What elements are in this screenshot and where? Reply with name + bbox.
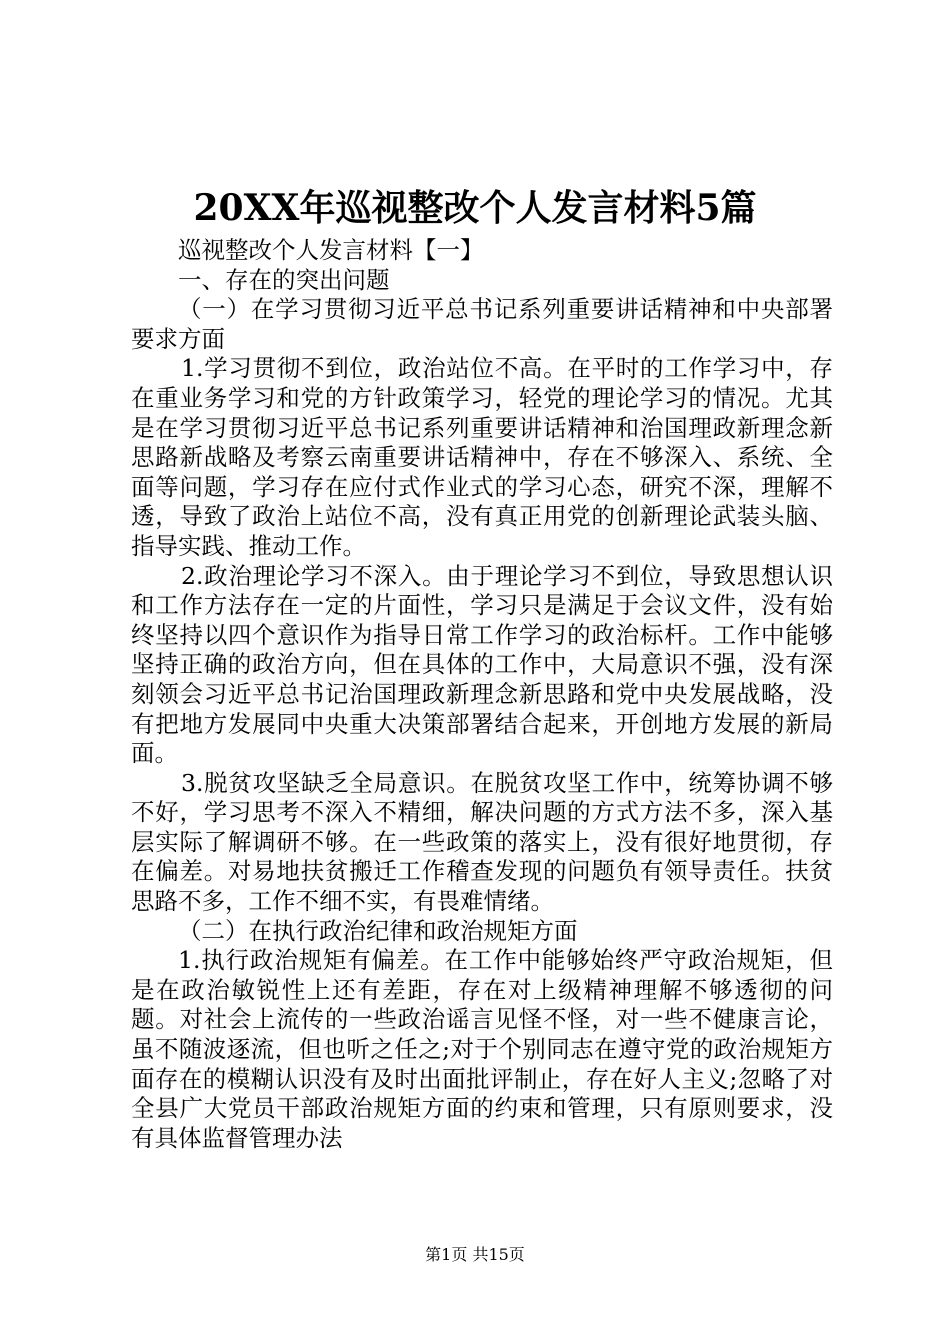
subsection-heading: （一）在学习贯彻习近平总书记系列重要讲话精神和中央部署要求方面 (131, 295, 833, 353)
document-body (131, 236, 833, 1153)
subsection-heading: （二）在执行政治纪律和政治规矩方面 (178, 916, 578, 945)
body-paragraph: 1.学习贯彻不到位，政治站位不高。在平时的工作学习中，存在重业务学习和党的方针政策学习，轻党的理论学习的情况。尤其是在学习贯彻习近平总书记系列重要讲话精神和治国理政新理念新思路新战略及考察云南重要讲话精神中，存在不够深入、系统、全面等问题，学习存在应付式作业式的学习心态，研究不深，理解不透，导致了政治上站位不高，没有真正用党的创新理论武装头脑、指导实践、推动工作。 (131, 354, 833, 560)
body-paragraph: 3.脱贫攻坚缺乏全局意识。在脱贫攻坚工作中，统筹协调不够不好，学习思考不深入不精细，解决问题的方式方法不多，深入基层实际了解调研不够。在一些政策的落实上，没有很好地贯彻，存在偏差。对易地扶贫搬迁工作稽查发现的问题负有领导责任。扶贫思路不多，工作不细不实，有畏难情绪。 (131, 768, 833, 916)
section-heading: 巡视整改个人发言材料【一】 (178, 236, 484, 264)
document-title: 20XX年巡视整改个人发言材料5篇 (193, 187, 757, 229)
body-paragraph: 2.政治理论学习不深入。由于理论学习不到位，导致思想认识和工作方法存在一定的片面性，学习只是满足于会议文件，没有始终坚持以四个意识作为指导日常工作学习的政治标杆。工作中能够坚持正确的政治方向，但在具体的工作中，大局意识不强，没有深刻领会习近平总书记治国理政新理念新思路和党中央发展战略，没有把地方发展同中央重大决策部署结合起来，开创地方发展的新局面。 (131, 561, 833, 768)
page-footer: 第1页 共15页 (425, 1245, 525, 1264)
body-paragraph: 1.执行政治规矩有偏差。在工作中能够始终严守政治规矩，但是在政治敏锐性上还有差距，存在对上级精神理解不够透彻的问题。对社会上流传的一些政治谣言见怪不怪，对一些不健康言论，虽不随波逐流，但也听之任之;对于个别同志在遵守党的政治规矩方面存在的模糊认识没有及时出面批评制止，存在好人主义;忽略了对全县广大党员干部政治规矩方面的约束和管理，只有原则要求，没有具体监督管理办法 (131, 946, 833, 1152)
subsection-heading: 一、存在的突出问题 (178, 265, 390, 294)
